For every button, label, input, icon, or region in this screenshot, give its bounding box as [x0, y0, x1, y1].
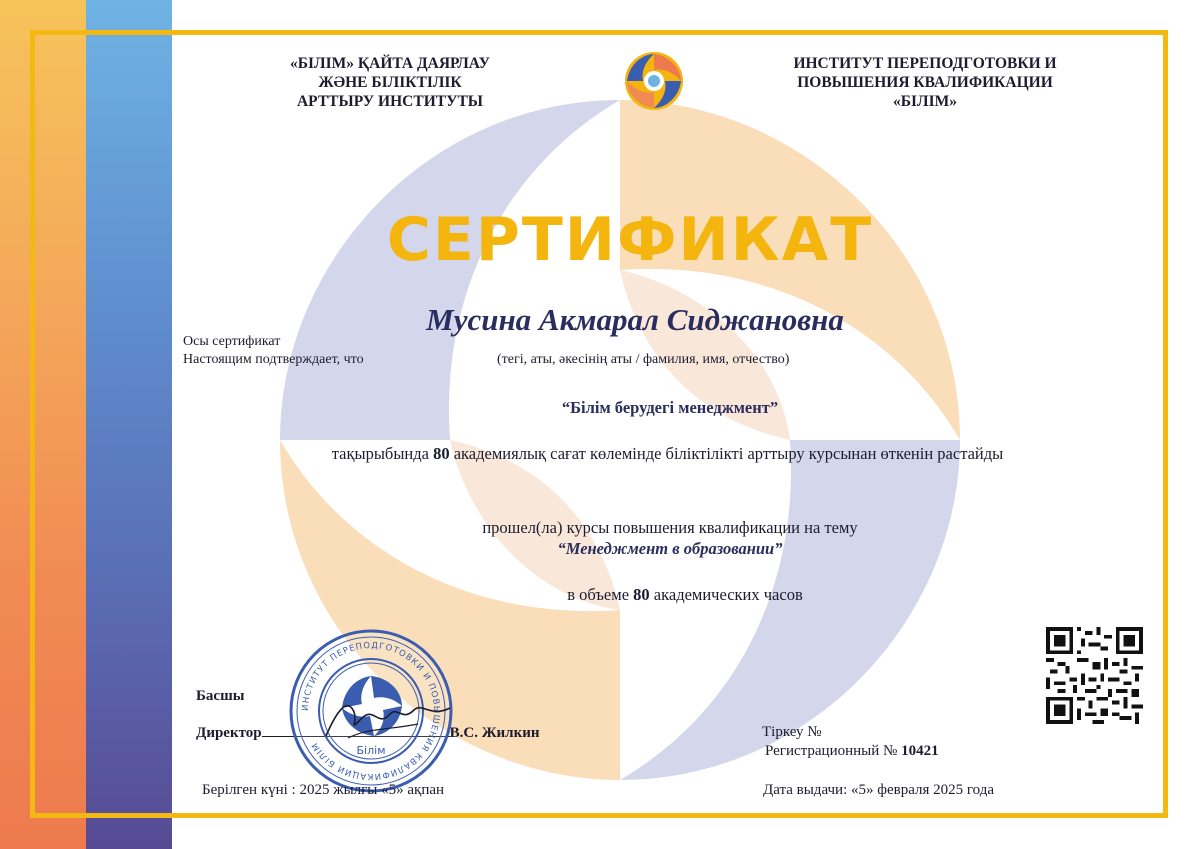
recipient-name: Мусина Акмарал Сиджановна: [426, 302, 844, 337]
seal-ring-text: ИНСТИТУТ ПЕРЕПОДГОТОВКИ И ПОВЫШЕНИЯ КВАЛИФИКАЦИИ БІЛІМ: [300, 640, 442, 782]
director-name: В.С. Жилкин: [449, 725, 540, 741]
course-hours-kz-value: 80: [433, 444, 450, 463]
certificate-title: СЕРТИФИКАТ: [386, 205, 874, 275]
course-hours-ru: [380, 585, 990, 605]
course-hours-kz: [180, 444, 1155, 464]
course-hours-kz-suffix: академиялық сағат көлемінде біліктілікті арттыру курсынан өткенін растайды: [449, 444, 1004, 463]
institute-logo: [623, 50, 685, 112]
course-title-ru: “Менеджмент в образовании”: [557, 539, 783, 558]
header-right-ru: [770, 54, 1080, 111]
director-label: Директор: [196, 725, 262, 741]
registration-label-ru: Регистрационный №: [765, 743, 902, 759]
header-right-line: «БІЛІМ»: [893, 93, 957, 110]
course-title-kz: “Білім берудегі менеджмент”: [561, 398, 779, 417]
header-left-kz: [270, 54, 510, 111]
header-right-line: ПОВЫШЕНИЯ КВАЛИФИКАЦИИ: [797, 74, 1053, 91]
passed-text-ru: прошел(ла) курсы повышения квалификации на тему: [482, 518, 858, 537]
registration-label-kz: Тіркеу №: [762, 724, 822, 740]
course-hours-ru-prefix: в объеме: [567, 585, 634, 604]
issue-date-kz: Берілген күні : 2025 жылғы «5» ақпан: [202, 782, 445, 798]
seal-center-text: Білім: [356, 744, 386, 757]
header-left-line: АРТТЫРУ ИНСТИТУТЫ: [296, 93, 484, 110]
director-signature: [318, 688, 458, 748]
registration-number: 10421: [901, 743, 939, 759]
course-hours-ru-suffix: академических часов: [649, 585, 803, 604]
issue-date-ru: Дата выдачи: «5» февраля 2025 года: [763, 782, 995, 798]
course-hours-ru-value: 80: [633, 585, 650, 604]
course-hours-kz-prefix: тақырыбында: [331, 444, 434, 463]
name-field-hint: (тегі, аты, әкесінің аты / фамилия, имя, отчество): [497, 352, 790, 367]
header-left-line: «БІЛІМ» ҚАЙТА ДАЯРЛАУ: [290, 55, 490, 72]
qr-code: [1046, 627, 1143, 724]
head-label-kz: Басшы: [196, 688, 245, 704]
header-right-line: ИНСТИТУТ ПЕРЕПОДГОТОВКИ И: [793, 55, 1057, 72]
registration-line-ru: [765, 743, 939, 760]
intro-text-ru: Настоящим подтверждает, что: [183, 352, 364, 367]
header-left-line: ЖӘНЕ БІЛІКТІЛІК: [318, 74, 462, 91]
intro-text-kz: Осы сертификат: [183, 334, 281, 349]
